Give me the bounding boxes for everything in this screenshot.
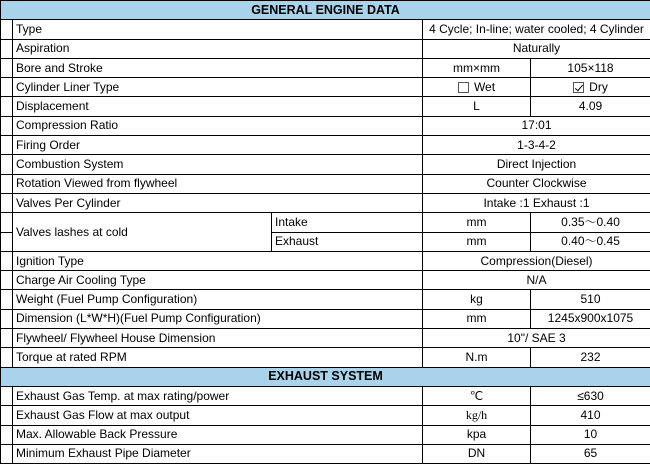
- row-unit: L: [423, 97, 531, 116]
- section-title: GENERAL ENGINE DATA: [1, 1, 650, 20]
- table-row: [1, 20, 650, 39]
- row-value: 17:01: [423, 116, 650, 135]
- wet-label: Wet: [474, 80, 495, 94]
- row-value: Compression(Diesel): [423, 251, 650, 270]
- dry-label: Dry: [589, 80, 608, 94]
- dry-checkbox[interactable]: [573, 82, 584, 93]
- table-row: [1, 136, 650, 155]
- row-label: Exhaust Gas Flow at max output: [13, 406, 423, 425]
- row-value: 10: [531, 425, 650, 444]
- row-value: 1245x900x1075: [531, 309, 650, 328]
- row-value: Direct Injection: [423, 155, 650, 174]
- row-value: N/A: [423, 271, 650, 290]
- row-value: 0.40～0.45: [531, 232, 650, 251]
- row-value: 65: [531, 444, 650, 463]
- row-value: 4.09: [531, 97, 650, 116]
- row-label: Cylinder Liner Type: [13, 78, 423, 97]
- table-row: [1, 116, 650, 135]
- table-row: [1, 425, 650, 444]
- row-label: Exhaust Gas Temp. at max rating/power: [13, 386, 423, 405]
- row-unit: mm×mm: [423, 58, 531, 77]
- row-value: 1-3-4-2: [423, 136, 650, 155]
- table-row: [1, 78, 650, 97]
- table-row: [1, 155, 650, 174]
- row-label: Charge Air Cooling Type: [13, 271, 423, 290]
- section-header-exhaust: [1, 367, 650, 386]
- row-label: Max. Allowable Back Pressure: [13, 425, 423, 444]
- table-row: [1, 97, 650, 116]
- row-unit: ℃: [423, 386, 531, 405]
- row-unit: DN: [423, 444, 531, 463]
- row-unit: N.m: [423, 348, 531, 367]
- row-gutter: [1, 271, 13, 290]
- row-unit: mm: [423, 309, 531, 328]
- row-label: Minimum Exhaust Pipe Diameter: [13, 444, 423, 463]
- row-gutter: [1, 232, 13, 251]
- row-gutter: [1, 58, 13, 77]
- row-gutter: [1, 174, 13, 193]
- table-row: [1, 290, 650, 309]
- sub-row-label: Exhaust: [272, 232, 423, 251]
- row-value: 232: [531, 348, 650, 367]
- table-row: [1, 271, 650, 290]
- row-value: Counter Clockwise: [423, 174, 650, 193]
- row-label: Weight (Fuel Pump Configuration): [13, 290, 423, 309]
- liner-wet-option[interactable]: [423, 78, 531, 97]
- row-label: Dimension (L*W*H)(Fuel Pump Configuration): [13, 309, 423, 328]
- row-gutter: [1, 155, 13, 174]
- section-title: EXHAUST SYSTEM: [1, 367, 650, 386]
- row-gutter: [1, 444, 13, 463]
- row-unit: kpa: [423, 425, 531, 444]
- row-unit: mm: [423, 213, 531, 232]
- row-value: Naturally: [423, 39, 650, 58]
- row-gutter: [1, 425, 13, 444]
- row-gutter: [1, 97, 13, 116]
- row-gutter: [1, 20, 13, 39]
- row-value: 105×118: [531, 58, 650, 77]
- table-row: [1, 348, 650, 367]
- section-header-general: [1, 1, 650, 20]
- liner-dry-option[interactable]: [531, 78, 650, 97]
- row-unit: kg: [423, 290, 531, 309]
- row-value: 10"/ SAE 3: [423, 329, 650, 348]
- table-row: [1, 329, 650, 348]
- row-gutter: [1, 39, 13, 58]
- row-label: Aspiration: [13, 39, 423, 58]
- row-label: Valves lashes at cold: [13, 213, 272, 252]
- row-gutter: [1, 78, 13, 97]
- row-gutter: [1, 309, 13, 328]
- row-gutter: [1, 348, 13, 367]
- row-label: Flywheel/ Flywheel House Dimension: [13, 329, 423, 348]
- row-label: Type: [13, 20, 423, 39]
- row-label: Rotation Viewed from flywheel: [13, 174, 423, 193]
- row-label: Compression Ratio: [13, 116, 423, 135]
- row-gutter: [1, 251, 13, 270]
- row-value: Intake :1 Exhaust :1: [423, 193, 650, 212]
- row-gutter: [1, 406, 13, 425]
- row-gutter: [1, 213, 13, 232]
- table-row: [1, 193, 650, 212]
- row-label: Firing Order: [13, 136, 423, 155]
- row-label: Combustion System: [13, 155, 423, 174]
- table-row: [1, 39, 650, 58]
- table-row: [1, 309, 650, 328]
- row-value: ≤630: [531, 386, 650, 405]
- row-value: 410: [531, 406, 650, 425]
- row-gutter: [1, 290, 13, 309]
- table-row: [1, 251, 650, 270]
- table-row: [1, 406, 650, 425]
- table-row: [1, 58, 650, 77]
- row-gutter: [1, 193, 13, 212]
- table-row: [1, 174, 650, 193]
- row-label: Ignition Type: [13, 251, 423, 270]
- row-label: Displacement: [13, 97, 423, 116]
- wet-checkbox[interactable]: [458, 82, 469, 93]
- row-gutter: [1, 116, 13, 135]
- row-label: Bore and Stroke: [13, 58, 423, 77]
- row-value: 0.35～0.40: [531, 213, 650, 232]
- table-row: [1, 444, 650, 463]
- row-value: 4 Cycle; In-line; water cooled; 4 Cylinder: [423, 20, 650, 39]
- row-gutter: [1, 136, 13, 155]
- row-value: 510: [531, 290, 650, 309]
- sub-row-label: Intake: [272, 213, 423, 232]
- row-unit: mm: [423, 232, 531, 251]
- row-unit: kg/h: [423, 406, 531, 425]
- row-label: Torque at rated RPM: [13, 348, 423, 367]
- row-gutter: [1, 386, 13, 405]
- row-gutter: [1, 329, 13, 348]
- table-row: [1, 213, 650, 232]
- table-row: [1, 386, 650, 405]
- row-label: Valves Per Cylinder: [13, 193, 423, 212]
